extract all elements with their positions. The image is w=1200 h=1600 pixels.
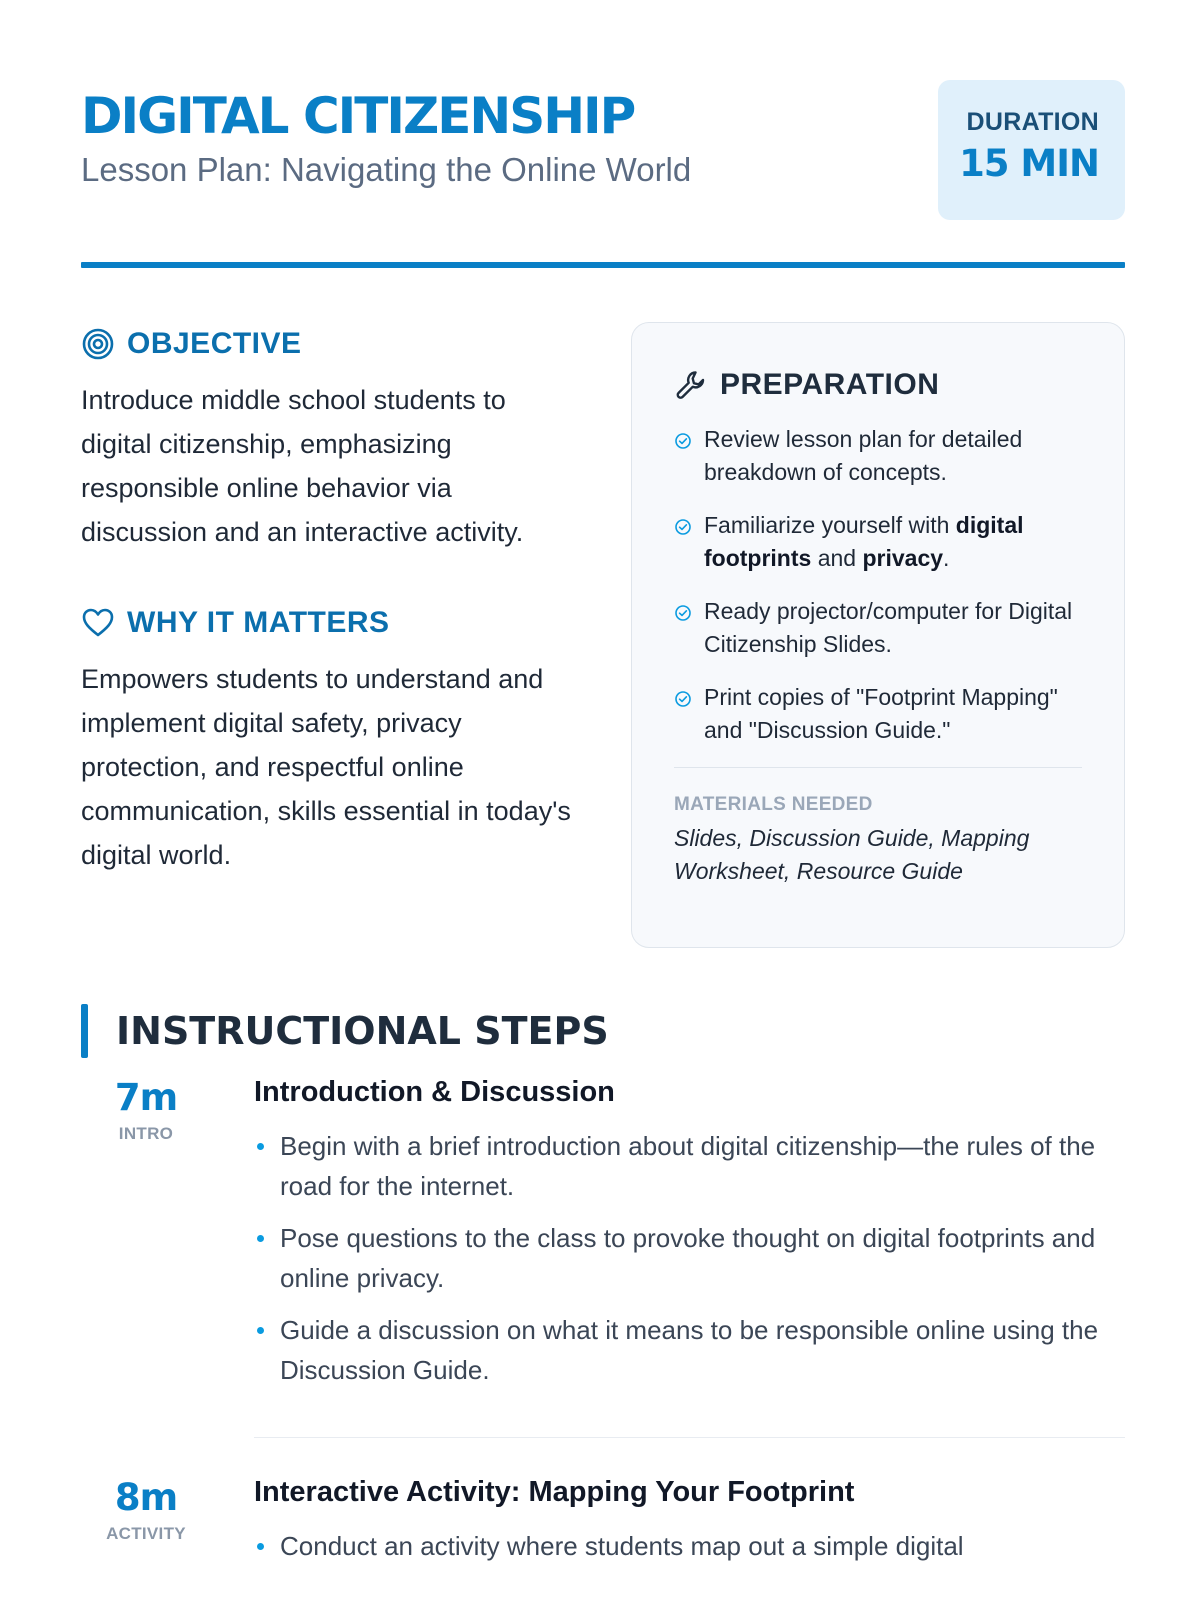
check-circle-icon [674,604,692,622]
why-it-matters-text: Empowers students to understand and implement digital safety, privacy protection, and respectful online communication, skills essential in today's digital world. [81,664,571,870]
preparation-item-text [704,595,1082,661]
bullet-dot [257,1143,264,1150]
text-segment: Familiarize yourself with [704,512,956,538]
objective-heading [81,322,581,366]
instructional-steps-title: INSTRUCTIONAL STEPS [116,1009,609,1053]
overview-column [81,322,581,877]
preparation-label: PREPARATION [720,368,940,401]
objective-text: Introduce middle school students to digital citizenship, emphasizing responsible online behavior via discussion and an interactive activity. [81,385,524,547]
check-circle-icon [674,432,692,450]
bullet-dot [257,1543,264,1550]
heart-icon [81,606,115,640]
step-divider [254,1437,1125,1438]
step-content [254,1072,1125,1402]
step-bullet [254,1526,1125,1566]
preparation-item-text [704,423,1082,489]
step-bullet-list [254,1126,1125,1390]
step-bullet-text: Pose questions to the class to provoke thought on digital footprints and online privacy. [280,1223,1096,1293]
step-duration [81,1476,211,1544]
preparation-item [674,681,1082,747]
emphasis-text: digital footprints [704,512,1024,571]
materials-text: Slides, Discussion Guide, Mapping Worksheet, Resource Guide [674,825,1030,884]
step-minutes: 8m [114,1476,178,1519]
step-bullet-text: Begin with a brief introduction about digital citizenship—the rules of the road for the internet. [280,1131,1096,1201]
step-title: Introduction & Discussion [254,1076,615,1108]
step-tag: ACTIVITY [106,1524,186,1543]
text-segment: Review lesson plan for detailed breakdown of concepts. [704,426,1023,485]
heading-accent-bar [81,1004,88,1058]
preparation-item [674,509,1082,575]
preparation-divider [674,767,1082,768]
text-segment: Print copies of "Footprint Mapping" and "Discussion Guide." [704,684,1058,743]
step-content [254,1472,1125,1578]
emphasis-text: privacy [862,545,944,571]
objective-label: OBJECTIVE [127,327,302,360]
step-duration [81,1076,211,1144]
check-circle-icon [674,518,692,536]
step-bullet-text: Conduct an activity where students map out a simple digital [280,1531,964,1561]
preparation-item-text [704,509,1082,575]
step-bullet-list [254,1526,1125,1566]
step-bullet-text: Guide a discussion on what it means to be responsible online using the Discussion Guide. [280,1315,1099,1385]
duration-label: DURATION [966,108,1099,136]
preparation-card [631,322,1125,948]
preparation-list [674,423,1082,747]
text-segment: . [943,545,950,571]
page-subtitle: Lesson Plan: Navigating the Online World [81,151,692,188]
why-it-matters-heading [81,601,581,645]
target-icon [81,327,115,361]
instructional-steps-heading [81,1004,609,1058]
preparation-item [674,423,1082,489]
header-divider [81,262,1125,268]
bullet-dot [257,1235,264,1242]
step-tag: INTRO [118,1124,174,1143]
step-bullet [254,1218,1125,1298]
materials-label: MATERIALS NEEDED [674,794,873,815]
preparation-heading [674,363,1082,407]
wrench-icon [674,368,708,402]
check-circle-icon [674,690,692,708]
preparation-item-text [704,681,1082,747]
page-title: DIGITAL CITIZENSHIP [81,87,635,145]
step-minutes: 7m [114,1076,178,1119]
header [81,80,1125,220]
step-bullet [254,1310,1125,1390]
why-it-matters-label: WHY IT MATTERS [127,606,390,639]
duration-badge [938,80,1125,220]
text-segment: and [811,545,863,571]
bullet-dot [257,1327,264,1334]
step-bullet [254,1126,1125,1206]
step-title: Interactive Activity: Mapping Your Footprint [254,1476,855,1508]
duration-value: 15 MIN [959,142,1099,185]
preparation-item [674,595,1082,661]
text-segment: Ready projector/computer for Digital Citizenship Slides. [704,598,1073,657]
